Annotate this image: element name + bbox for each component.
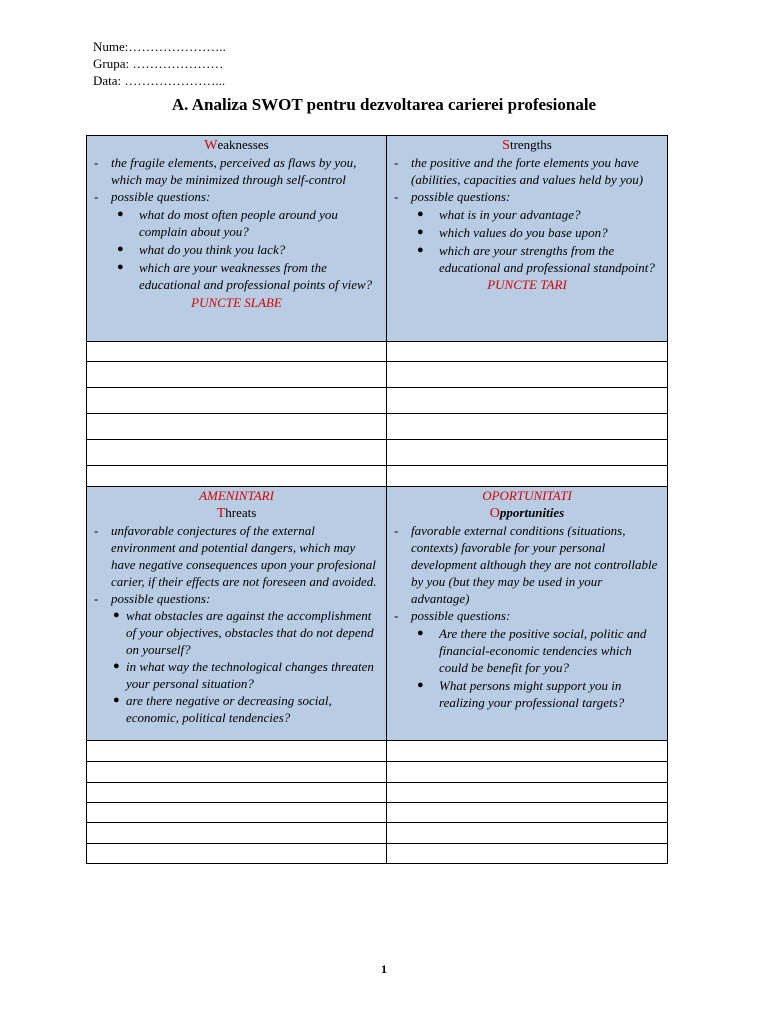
name-field-label: Nume:………………….. [93,39,226,54]
opportunities-question: What persons might support you in realizing your professional targets? [439,678,625,710]
opportunities-description: favorable external conditions (situations, contexts) favorable for your personal development although they are not controllable by you (but they may be used in your advantage) [411,523,658,606]
date-field-label: Data: …………………... [93,73,226,88]
weaknesses-question: which are your weaknesses from the educational and professional points of view? [139,260,373,292]
group-field-label: Grupa: ………………… [93,56,224,71]
blank-cell[interactable] [387,823,668,844]
blank-cell[interactable] [387,741,668,762]
weaknesses-questions-label: possible questions: [111,189,211,204]
opportunities-ro-title: OPORTUNITATI [482,488,572,503]
blank-cell[interactable] [87,414,387,440]
blank-cell[interactable] [387,342,668,362]
weaknesses-footer: PUNCTE SLABE [191,295,282,310]
blank-cell[interactable] [87,803,387,823]
blank-cell[interactable] [387,844,668,864]
blank-cell[interactable] [87,362,387,388]
weaknesses-question: what do most often people around you complain about you? [139,207,338,239]
page-number: 1 [381,962,387,976]
blank-cell[interactable] [87,466,387,487]
strengths-question: which are your strengths from the educational and professional standpoint? [439,243,655,275]
blank-cell[interactable] [87,844,387,864]
blank-cell[interactable] [387,362,668,388]
blank-cell[interactable] [387,762,668,783]
page-title: A. Analiza SWOT pentru dezvoltarea carierei profesionale [171,95,597,114]
blank-cell[interactable] [87,342,387,362]
opportunities-heading: Opportunities [489,505,565,521]
threats-heading: Threats [216,505,257,521]
weaknesses-description: the fragile elements, perceived as flaws by you, which may be minimized through self-control [111,155,357,187]
student-info-header [93,38,226,89]
opportunities-question: Are there the positive social, politic and financial-economic tendencies which could be benefit for you? [439,626,647,675]
threats-questions-label: possible questions: [111,591,211,606]
weaknesses-question: what do you think you lack? [139,242,286,257]
threats-ro-title: AMENINTARI [199,488,274,503]
strengths-questions-label: possible questions: [411,189,511,204]
blank-cell[interactable] [387,388,668,414]
blank-cell[interactable] [87,440,387,466]
blank-cell[interactable] [387,783,668,803]
strengths-question: what is in your advantage? [439,207,581,222]
strengths-heading: Strengths [502,137,552,153]
weaknesses-heading: Weaknesses [204,137,269,153]
strengths-question: which values do you base upon? [439,225,608,240]
weaknesses-cell: Weaknesses - the fragile elements, perceived as flaws by you, which may be minimized through self-control - possible questions: ● what do most often people around you complain about you? ● what do you think you lack? ● which are your weaknesses from the educational and professional points of view? PUNCTE SLABE [87,136,387,342]
threats-question: in what way the technological changes threaten your personal situation? [126,659,374,691]
blank-cell[interactable] [87,783,387,803]
blank-cell[interactable] [387,440,668,466]
blank-cell[interactable] [87,388,387,414]
opportunities-cell: OPORTUNITATI Opportunities - favorable external conditions (situations, contexts) favorable for your personal development although they are not controllable by you (but they may be used in your advantage) - possible questions: ● Are there the positive social, politic and financial-economic tendencies which could be benefit for you? ● What persons might support you in realizing your professional targets? [387,487,668,741]
strengths-description: the positive and the forte elements you have (abilities, capacities and values held by you) [411,155,644,187]
swot-table [86,135,668,864]
threats-description: unfavorable conjectures of the external environment and potential dangers, which may have negative consequences upon your profesional carier, if their effects are not foreseen and avoided. [111,523,377,589]
threats-question: are there negative or decreasing social, economic, political tendencies? [126,693,332,725]
blank-cell[interactable] [387,414,668,440]
threats-question: what obstacles are against the accomplishment of your objectives, obstacles that do not depend on yourself? [126,608,374,657]
blank-cell[interactable] [87,823,387,844]
opportunities-questions-label: possible questions: [411,608,511,623]
threats-cell: AMENINTARI Threats - unfavorable conjectures of the external environment and potential dangers, which may have negative consequences upon your profesional carier, if their effects are not foreseen and avoided. - possible questions: ● what obstacles are against the accomplishment of your objectives, obstacles that do not depend on yourself? ● in what way the technological changes threaten your personal situation? ● are there negative or decreasing social, economic, political tendencies? [87,487,387,741]
blank-cell[interactable] [387,466,668,487]
blank-cell[interactable] [87,762,387,783]
blank-cell[interactable] [387,803,668,823]
blank-cell[interactable] [87,741,387,762]
strengths-cell: Strengths - the positive and the forte elements you have (abilities, capacities and values held by you) - possible questions: ● what is in your advantage? ● which values do you base upon? ● which are your strengths from the educational and professional standpoint? PUNCTE TARI [387,136,668,342]
strengths-footer: PUNCTE TARI [487,277,567,292]
